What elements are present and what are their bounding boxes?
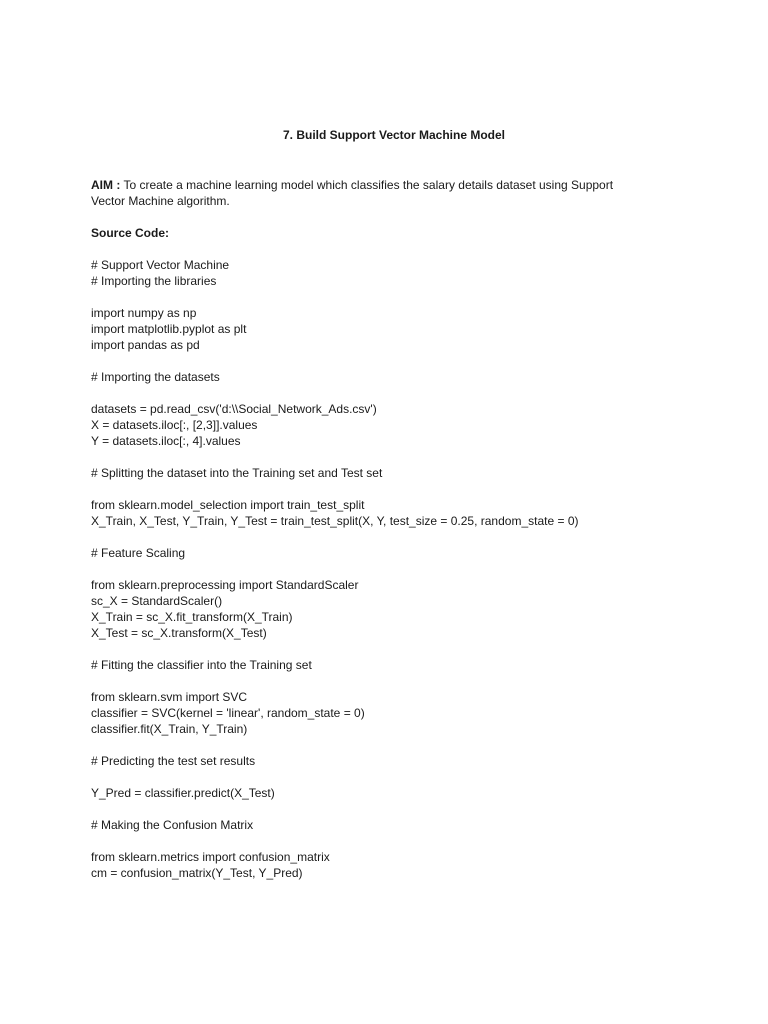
code-comment: # Predicting the test set results (91, 754, 256, 768)
page-title: 7. Build Support Vector Machine Model (282, 128, 506, 142)
code-line: from sklearn.model_selection import train_test_split (91, 498, 365, 512)
aim-label: AIM : (91, 178, 121, 192)
code-line: Y = datasets.iloc[:, 4].values (91, 434, 241, 448)
source-code (91, 257, 691, 881)
code-line: classifier.fit(X_Train, Y_Train) (91, 722, 248, 736)
document-body (91, 177, 691, 881)
code-line: classifier = SVC(kernel = 'linear', random_state = 0) (91, 706, 365, 720)
code-comment: # Support Vector Machine (91, 258, 230, 272)
code-line: X_Test = sc_X.transform(X_Test) (91, 626, 267, 640)
code-line: cm = confusion_matrix(Y_Test, Y_Pred) (91, 866, 303, 880)
code-line: import pandas as pd (91, 338, 200, 352)
code-line: from sklearn.preprocessing import StandardScaler (91, 578, 359, 592)
code-line: datasets = pd.read_csv('d:\\Social_Network_Ads.csv') (91, 402, 377, 416)
aim-paragraph (91, 177, 691, 193)
code-line: X_Train, X_Test, Y_Train, Y_Test = train_test_split(X, Y, test_size = 0.25, random_state = 0) (91, 514, 579, 528)
code-comment: # Making the Confusion Matrix (91, 818, 254, 832)
code-line: from sklearn.metrics import confusion_matrix (91, 850, 330, 864)
code-line: from sklearn.svm import SVC (91, 690, 248, 704)
code-line: X = datasets.iloc[:, [2,3]].values (91, 418, 258, 432)
code-comment: # Importing the datasets (91, 370, 220, 384)
code-comment: # Fitting the classifier into the Training set (91, 658, 312, 672)
code-line: import numpy as np (91, 306, 197, 320)
code-comment: # Feature Scaling (91, 546, 186, 560)
aim-text-line1: To create a machine learning model which classifies the salary details dataset using Support (120, 178, 614, 192)
code-line: import matplotlib.pyplot as plt (91, 322, 247, 336)
code-line: sc_X = StandardScaler() (91, 594, 223, 608)
source-code-label: Source Code: (91, 226, 170, 240)
code-comment: # Splitting the dataset into the Training set and Test set (91, 466, 383, 480)
code-comment: # Importing the libraries (91, 274, 217, 288)
code-line: Y_Pred = classifier.predict(X_Test) (91, 786, 275, 800)
aim-text-line2: Vector Machine algorithm. (91, 194, 230, 208)
code-line: X_Train = sc_X.fit_transform(X_Train) (91, 610, 293, 624)
